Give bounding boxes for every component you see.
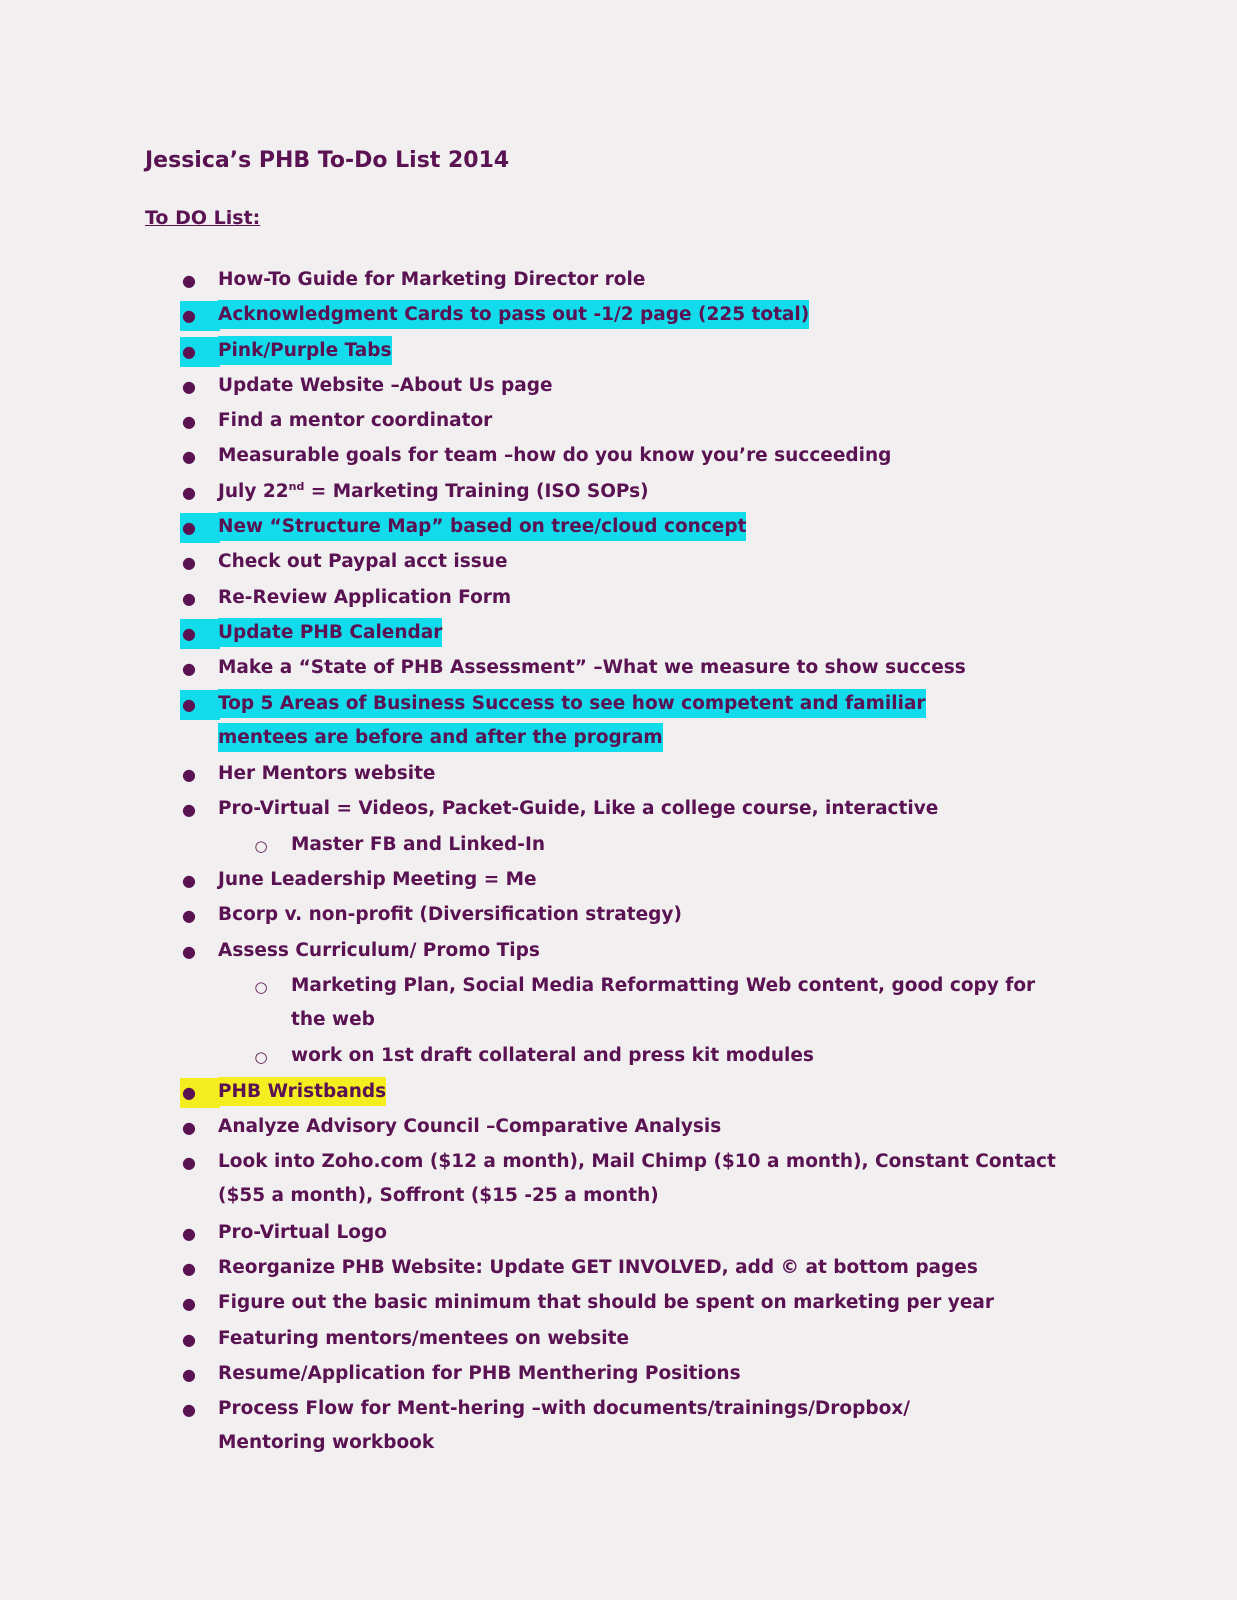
- bullet-icon: ●: [182, 659, 196, 679]
- list-item: [0, 863, 1237, 898]
- list-item-text: [218, 298, 1078, 332]
- list-item-text: [218, 1075, 1078, 1109]
- list-item-text: Analyze Advisory Council –Comparative Analysis: [218, 1115, 722, 1137]
- list-item-text: work on 1st draft collateral and press kit modules: [291, 1045, 814, 1067]
- list-item-text: Pro-Virtual = Videos, Packet-Guide, Like a college course, interactive: [218, 798, 939, 820]
- bullet-icon: ●: [182, 1259, 196, 1279]
- bullet-icon: ●: [182, 518, 196, 538]
- list-item: [0, 545, 1237, 580]
- bullet-icon: ●: [182, 553, 196, 573]
- highlighted-text: New “Structure Map” based on tree/cloud concept: [218, 512, 746, 541]
- highlighted-text: Top 5 Areas of Business Success to see how competent and familiar mentees are before and after the program: [218, 689, 926, 752]
- list-item: [0, 581, 1237, 616]
- list-item: [0, 651, 1237, 686]
- bullet-icon: ●: [182, 271, 196, 290]
- bullet-icon: ●: [182, 588, 196, 608]
- bullet-icon: ●: [182, 1117, 196, 1137]
- bullet-icon: ●: [182, 447, 196, 467]
- item-text-rest: = Marketing Training (ISO SOPs): [304, 480, 649, 502]
- list-item: [0, 1216, 1237, 1251]
- list-item-text: [218, 334, 1078, 368]
- highlighted-text: Pink/Purple Tabs: [218, 336, 392, 365]
- list-item: [0, 1251, 1237, 1286]
- list-item-text: Bcorp v. non-profit (Diversification strategy): [218, 904, 682, 926]
- list-item-text: Update Website –About Us page: [218, 374, 553, 396]
- bullet-icon: ●: [182, 1082, 196, 1102]
- list-item-text: Check out Paypal acct issue: [218, 551, 508, 573]
- todo-list: [0, 263, 1237, 1463]
- list-item-text: Measurable goals for team –how do you know you’re succeeding: [218, 445, 892, 467]
- list-item: [0, 510, 1237, 545]
- list-item: [0, 334, 1237, 369]
- bullet-icon: ●: [182, 1329, 196, 1349]
- list-item: [0, 1075, 1237, 1110]
- list-item: [0, 404, 1237, 439]
- list-item-text: Reorganize PHB Website: Update GET INVOLVED, add © at bottom pages: [218, 1257, 978, 1279]
- list-item: [0, 1357, 1237, 1392]
- bullet-icon: ●: [182, 1223, 196, 1243]
- bullet-icon: ●: [182, 694, 196, 714]
- list-item-text: Re-Review Application Form: [218, 586, 512, 608]
- list-item-text: June Leadership Meeting = Me: [218, 868, 537, 890]
- bullet-icon: ●: [182, 376, 196, 396]
- list-item: [0, 792, 1237, 827]
- highlighted-text: Acknowledgment Cards to pass out -1/2 page (225 total): [218, 300, 809, 329]
- list-item: [0, 369, 1237, 404]
- bullet-icon: ●: [182, 1364, 196, 1384]
- list-item: [0, 757, 1237, 792]
- list-item-text: Assess Curriculum/ Promo Tips: [218, 939, 540, 961]
- list-item-text: [218, 510, 1078, 544]
- list-item: [0, 898, 1237, 933]
- list-item: [0, 1392, 1237, 1463]
- list-item: [0, 439, 1237, 474]
- list-item-text: [218, 687, 1018, 755]
- list-item-text: Process Flow for Ment-hering –with documents/trainings/Dropbox/ Mentoring workbook: [218, 1398, 910, 1454]
- bullet-icon: ●: [182, 1153, 196, 1173]
- hollow-bullet-icon: ○: [254, 836, 268, 855]
- list-item-text: Marketing Plan, Social Media Reformatting Web content, good copy for the web: [291, 974, 1036, 1030]
- bullet-icon: ●: [182, 341, 196, 361]
- list-item-text: [218, 475, 1078, 509]
- highlighted-text: Update PHB Calendar: [218, 618, 442, 647]
- list-item-text: Resume/Application for PHB Menthering Positions: [218, 1362, 741, 1384]
- list-item-text: Featuring mentors/mentees on website: [218, 1327, 630, 1349]
- document-title: Jessica’s PHB To-Do List 2014: [145, 148, 510, 173]
- list-item-text: Find a mentor coordinator: [218, 410, 493, 432]
- list-item: [0, 616, 1237, 651]
- list-item: [0, 298, 1237, 333]
- bullet-icon: ●: [182, 1294, 196, 1314]
- list-item: [0, 475, 1237, 510]
- list-heading: To DO List:: [145, 207, 261, 229]
- list-item-text: How-To Guide for Marketing Director role: [218, 269, 646, 290]
- list-item-text: Figure out the basic minimum that should be spent on marketing per year: [218, 1292, 994, 1314]
- hollow-bullet-icon: ○: [254, 977, 268, 996]
- list-item: [0, 1286, 1237, 1321]
- hollow-bullet-icon: ○: [254, 1048, 268, 1067]
- list-item: [0, 687, 1237, 758]
- list-item-text: Pro-Virtual Logo: [218, 1221, 387, 1243]
- date-text: July 22: [218, 480, 289, 502]
- list-item: [0, 263, 1237, 298]
- bullet-icon: ●: [182, 412, 196, 432]
- list-item: [0, 1145, 1237, 1216]
- bullet-icon: ●: [182, 870, 196, 890]
- list-item-text: Her Mentors website: [218, 763, 436, 785]
- list-item-text: Make a “State of PHB Assessment” –What we measure to show success: [218, 657, 966, 679]
- list-item: [0, 1322, 1237, 1357]
- highlighted-text: PHB Wristbands: [218, 1077, 386, 1106]
- bullet-icon: ●: [182, 765, 196, 785]
- bullet-icon: ●: [182, 482, 196, 502]
- bullet-icon: ●: [182, 306, 196, 326]
- list-item-text: [218, 616, 1078, 650]
- ordinal-suffix: nd: [288, 479, 305, 493]
- list-item-text: Master FB and Linked-In: [291, 833, 546, 855]
- bullet-icon: ●: [182, 941, 196, 961]
- bullet-icon: ●: [182, 800, 196, 820]
- list-item-text: Look into Zoho.com ($12 a month), Mail Chimp ($10 a month), Constant Contact ($55 a month), Soffront ($15 -25 a month): [218, 1151, 1056, 1207]
- list-item: [0, 1110, 1237, 1145]
- bullet-icon: ●: [182, 1400, 196, 1420]
- bullet-icon: ●: [182, 623, 196, 643]
- sub-list-item: [0, 1039, 1237, 1074]
- sub-list-item: [0, 828, 1237, 863]
- sub-list-item: [0, 969, 1237, 1040]
- bullet-icon: ●: [182, 906, 196, 926]
- list-item: [0, 934, 1237, 969]
